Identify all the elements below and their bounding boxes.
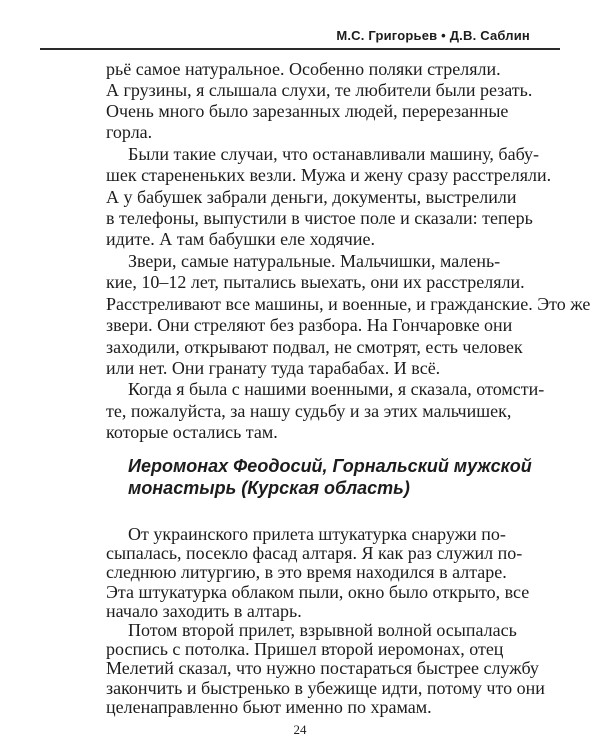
section-line: следнюю литургию, в это время находился в алтаре. xyxy=(106,562,507,583)
body-line: А грузины, я слышала слухи, те любители были резать. xyxy=(106,80,533,100)
body-line: в телефоны, выпустили в чистое поле и сказали: теперь xyxy=(106,208,533,228)
running-title: М.С. Григорьев • Д.В. Саблин xyxy=(336,28,530,43)
section-line: целенаправленно бьют именно по храмам. xyxy=(106,696,432,717)
section-line: Эта штукатурка облаком пыли, окно было открыто, все xyxy=(106,581,530,602)
body-line: Звери, самые натуральные. Мальчишки, малень- xyxy=(128,251,501,271)
body-line: идите. А там бабушки еле ходячие. xyxy=(106,229,375,249)
section-line: закончить и быстренько в убежище идти, потому что они xyxy=(106,677,545,698)
section-heading: Иеромонах Феодосий, Горнальский мужской xyxy=(128,456,532,476)
section-line: начало заходить в алтарь. xyxy=(106,600,302,621)
body-line: те, пожалуйста, за нашу судьбу и за этих мальчишек, xyxy=(106,401,512,421)
body-line: которые остались там. xyxy=(106,422,278,442)
section-line: Потом второй прилет, взрывной волной осыпалась xyxy=(128,620,517,640)
body-line: А у бабушек забрали деньги, документы, выстрелили xyxy=(106,187,517,207)
body-line: Были такие случаи, что останавливали машину, бабу- xyxy=(128,144,540,164)
body-line: заходили, открывают подвал, не смотрят, есть человек xyxy=(106,337,523,357)
section-line: От украинского прилета штукатурка снаружи по- xyxy=(128,524,506,544)
body-line: Очень много было зарезанных людей, перерезанные xyxy=(106,101,509,121)
page-number: 24 xyxy=(293,722,307,737)
body-line: или нет. Они гранату туда тарабабах. И всё. xyxy=(106,358,441,378)
section-heading: монастырь (Курская область) xyxy=(128,478,410,498)
body-line: горла. xyxy=(106,122,153,142)
body-line: кие, 10–12 лет, пытались выехать, они их расстреляли. xyxy=(106,272,525,292)
section-line: сыпалась, посекло фасад алтаря. Я как раз служил по- xyxy=(106,543,523,564)
body-line: Когда я была с нашими военными, я сказала, отомсти- xyxy=(128,379,545,399)
section-line: Мелетий сказал, что нужно постараться быстрее службу xyxy=(106,658,539,679)
body-line: шек старененьких везли. Мужа и жену сразу расстреляли. xyxy=(106,165,552,185)
body-line: рьё самое натуральное. Особенно поляки стреляли. xyxy=(106,59,501,79)
body-line: Расстреливают все машины, и военные, и гражданские. Это же xyxy=(106,294,591,314)
section-line: роспись с потолка. Пришел второй иеромонах, отец xyxy=(106,639,504,660)
body-line: звери. Они стреляют без разбора. На Гончаровке они xyxy=(106,315,513,335)
running-header xyxy=(40,26,560,50)
